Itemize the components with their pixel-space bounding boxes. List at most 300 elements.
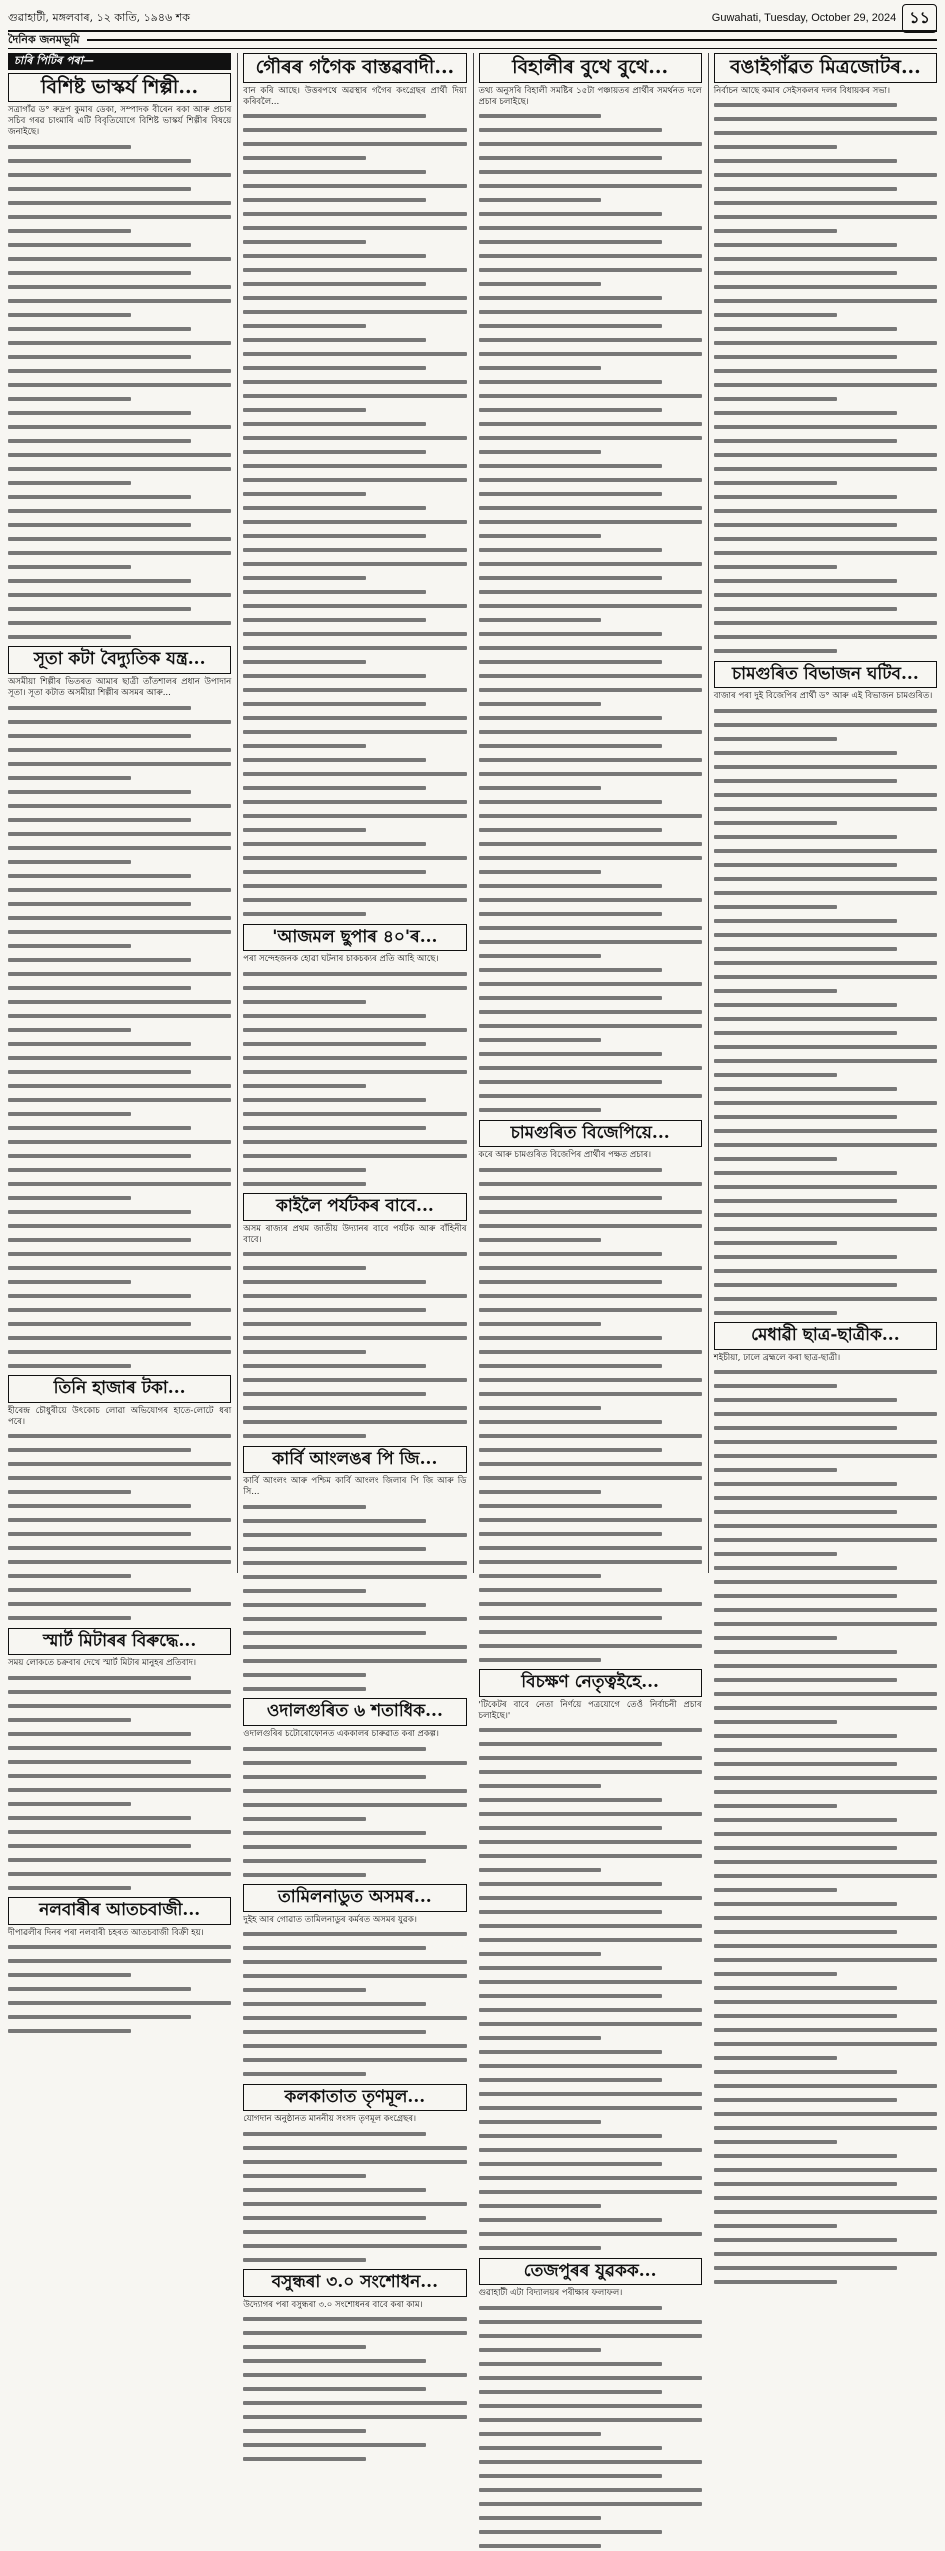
text-line xyxy=(243,2044,466,2048)
text-line xyxy=(714,1003,897,1007)
text-line xyxy=(479,2306,662,2310)
text-line xyxy=(8,1434,231,1438)
text-line xyxy=(714,2266,897,2270)
text-line xyxy=(479,2120,602,2124)
text-line xyxy=(479,772,702,776)
text-line xyxy=(714,243,897,247)
text-line xyxy=(8,902,191,906)
text-line xyxy=(243,2345,366,2349)
text-line xyxy=(714,1958,937,1962)
text-line xyxy=(243,1575,466,1579)
article xyxy=(714,661,937,1319)
text-line xyxy=(243,338,426,342)
article-lede: গুৱাহাটী এটা বিদ্যালয়ৰ পৰীক্ষাৰ ফলাফল। xyxy=(478,2288,623,2299)
text-line xyxy=(243,2146,466,2150)
text-line xyxy=(243,702,426,706)
text-line xyxy=(8,187,191,191)
text-line xyxy=(243,660,366,664)
text-line xyxy=(479,520,702,524)
text-line xyxy=(243,2429,366,2433)
text-line xyxy=(479,1108,602,1112)
text-line xyxy=(243,1378,466,1382)
text-line xyxy=(479,954,602,958)
date-line-english: Guwahati, Tuesday, October 29, 2024 xyxy=(711,12,897,24)
text-line xyxy=(714,1269,937,1273)
article xyxy=(243,1884,466,2080)
text-line xyxy=(243,1000,366,1004)
text-line xyxy=(479,1364,662,1368)
article-headline: কাইলৈ পৰ্যটকৰ বাবে... xyxy=(243,1193,466,1221)
text-line xyxy=(243,2331,466,2335)
article xyxy=(479,1120,702,1666)
text-line xyxy=(714,709,937,713)
article-lede: দীপাৱলীৰ দিনৰ পৰা নলবাৰী চহৰত আতচবাজী বিক্ৰী হয়। xyxy=(8,1927,204,1938)
text-line xyxy=(714,313,837,317)
text-line xyxy=(8,1844,191,1848)
text-line xyxy=(243,2202,466,2206)
text-line xyxy=(714,1524,937,1528)
text-line xyxy=(714,891,937,895)
text-line xyxy=(714,159,897,163)
text-line xyxy=(479,2362,662,2366)
text-line xyxy=(243,394,466,398)
text-line xyxy=(714,1129,937,1133)
text-line xyxy=(8,1448,191,1452)
text-line xyxy=(714,989,837,993)
text-line xyxy=(8,229,131,233)
text-line xyxy=(714,551,937,555)
text-line xyxy=(479,1350,702,1354)
text-line xyxy=(479,422,702,426)
text-line xyxy=(479,436,702,440)
text-line xyxy=(243,1392,426,1396)
text-line xyxy=(243,1364,426,1368)
text-line xyxy=(479,2502,702,2506)
text-line xyxy=(479,828,662,832)
text-line xyxy=(8,1602,231,1606)
text-line xyxy=(714,1734,897,1738)
article-headline: বসুন্ধৰা ৩.০ সংশোধন... xyxy=(243,2269,466,2297)
text-line xyxy=(714,565,837,569)
text-line xyxy=(714,579,897,583)
text-line xyxy=(714,1297,937,1301)
text-line xyxy=(8,579,191,583)
text-line xyxy=(479,1994,662,1998)
text-line xyxy=(479,1094,702,1098)
text-line xyxy=(714,2196,937,2200)
text-line xyxy=(243,646,466,650)
text-line xyxy=(479,1644,702,1648)
text-line xyxy=(243,1028,466,1032)
text-line xyxy=(714,1171,897,1175)
text-line xyxy=(243,478,466,482)
text-line xyxy=(479,1924,702,1928)
text-line xyxy=(243,1673,366,1677)
text-line xyxy=(243,1056,466,1060)
text-line xyxy=(243,2216,426,2220)
text-line xyxy=(479,1560,702,1564)
text-line xyxy=(479,2404,702,2408)
text-line xyxy=(479,2530,662,2534)
text-line xyxy=(714,1664,937,1668)
text-line xyxy=(479,408,662,412)
text-line xyxy=(243,828,366,832)
text-line xyxy=(714,649,837,653)
text-line xyxy=(243,1645,466,1649)
text-line xyxy=(714,1916,937,1920)
text-line xyxy=(243,156,366,160)
text-line xyxy=(479,2162,662,2166)
text-line xyxy=(479,870,602,874)
article-headline: তিনি হাজাৰ টকা... xyxy=(8,1375,231,1403)
text-line xyxy=(479,338,702,342)
text-line xyxy=(8,201,231,205)
text-line xyxy=(8,383,231,387)
text-line xyxy=(714,2042,937,2046)
text-line xyxy=(714,1860,937,1864)
text-line xyxy=(8,720,231,724)
text-line xyxy=(479,1728,702,1732)
text-line xyxy=(714,1482,897,1486)
text-line xyxy=(714,481,837,485)
text-line xyxy=(479,2348,602,2352)
text-line xyxy=(714,145,837,149)
text-line xyxy=(479,1868,602,1872)
text-line xyxy=(8,1280,131,1284)
text-line xyxy=(243,1589,366,1593)
text-line xyxy=(479,2176,702,2180)
article-headline: কলকাতাত তৃণমূল... xyxy=(243,2084,466,2112)
text-line xyxy=(479,2516,602,2520)
text-line xyxy=(8,453,231,457)
text-line xyxy=(479,2134,662,2138)
text-line xyxy=(479,1378,702,1382)
text-line xyxy=(243,590,426,594)
text-line xyxy=(714,1594,897,1598)
text-line xyxy=(479,1392,702,1396)
text-line xyxy=(8,734,191,738)
text-line xyxy=(479,548,662,552)
text-line xyxy=(8,481,131,485)
text-line xyxy=(243,972,466,976)
text-line xyxy=(243,226,466,230)
text-line xyxy=(8,832,231,836)
columns-container xyxy=(8,53,937,2310)
text-line xyxy=(8,916,231,920)
text-line xyxy=(243,1294,466,1298)
text-line xyxy=(479,1910,662,1914)
text-line xyxy=(8,762,231,766)
text-line xyxy=(714,2238,897,2242)
text-line xyxy=(243,254,426,258)
article-lede: পৰা সন্দেহজনক হোৱা ঘটনাৰ চাকচক্যৰ প্ৰতি আহি আছে। xyxy=(243,954,439,965)
text-line xyxy=(243,772,466,776)
text-line xyxy=(8,776,131,780)
text-line xyxy=(714,229,837,233)
text-line xyxy=(714,1580,937,1584)
text-line xyxy=(479,1224,702,1228)
text-line xyxy=(8,888,231,892)
text-line xyxy=(479,1532,662,1536)
text-line xyxy=(8,1588,191,1592)
article-headline: সূতা কটা বৈদ্যুতিক যন্ত্ৰ... xyxy=(8,646,231,674)
text-line xyxy=(479,1658,602,1662)
text-line xyxy=(479,506,702,510)
text-line xyxy=(479,1602,702,1606)
text-line xyxy=(714,1538,937,1542)
text-line xyxy=(714,1888,837,1892)
text-line xyxy=(8,1774,231,1778)
text-line xyxy=(243,310,466,314)
text-line xyxy=(8,1238,191,1242)
text-line xyxy=(8,467,231,471)
text-line xyxy=(8,145,131,149)
text-line xyxy=(714,2098,897,2102)
text-line xyxy=(243,2016,466,2020)
text-line xyxy=(714,215,937,219)
text-line xyxy=(243,1308,426,1312)
text-line xyxy=(479,884,662,888)
article-headline: মেধাৱী ছাত্ৰ-ছাত্ৰীক... xyxy=(714,1322,937,1350)
text-line xyxy=(714,1115,897,1119)
text-line xyxy=(714,793,937,797)
text-line xyxy=(243,562,466,566)
text-line xyxy=(714,1552,837,1556)
text-line xyxy=(243,282,426,286)
article xyxy=(8,646,231,1371)
text-line xyxy=(714,355,897,359)
article-headline: বঙাইগাঁৱত মিত্ৰজোটৰ... xyxy=(714,53,937,83)
text-line xyxy=(479,380,662,384)
text-line xyxy=(243,1547,426,1551)
text-line xyxy=(479,1840,702,1844)
column-1 xyxy=(8,53,232,1938)
article-lede: ওদালগুৰিৰ চটোৰোফোনত এককালৰ চাৰুৱাত কৰা প্ৰকল্প। xyxy=(243,1729,439,1740)
text-line xyxy=(243,986,466,990)
text-line xyxy=(714,453,937,457)
text-line xyxy=(243,758,426,762)
text-line xyxy=(8,1830,231,1834)
text-line xyxy=(714,1199,897,1203)
article-lede: যোগদান অনুষ্ঠানত মাননীয় সংসদ তৃণমূল কংগ্ৰেছৰ। xyxy=(243,2114,417,2125)
text-line xyxy=(479,730,702,734)
text-line xyxy=(479,1080,662,1084)
text-line xyxy=(479,2460,702,2464)
text-line xyxy=(714,369,937,373)
text-line xyxy=(479,1980,702,1984)
text-line xyxy=(243,1070,466,1074)
text-line xyxy=(243,170,426,174)
text-line xyxy=(714,765,937,769)
text-line xyxy=(479,1966,662,1970)
text-line xyxy=(479,2148,702,2152)
text-line xyxy=(714,131,937,135)
text-line xyxy=(8,2029,131,2033)
text-line xyxy=(243,114,426,118)
text-line xyxy=(479,2106,702,2110)
text-line xyxy=(243,2443,426,2447)
text-line xyxy=(714,905,837,909)
article xyxy=(479,53,702,1116)
text-line xyxy=(8,1000,231,1004)
article-headline: নলবাৰীৰ আতচবাজী... xyxy=(8,1897,231,1925)
text-line xyxy=(714,2154,897,2158)
text-line xyxy=(8,607,191,611)
text-line xyxy=(8,425,231,429)
newspaper-name: দৈনিক জনমভূমি xyxy=(8,32,80,46)
text-line xyxy=(243,1687,366,1691)
text-line xyxy=(714,1636,837,1640)
text-line xyxy=(714,1706,937,1710)
text-line xyxy=(714,1566,897,1570)
text-line xyxy=(714,1283,897,1287)
text-line xyxy=(479,1952,602,1956)
text-line xyxy=(243,1140,466,1144)
text-line xyxy=(479,1742,662,1746)
text-line xyxy=(243,1336,466,1340)
text-line xyxy=(243,1603,426,1607)
text-line xyxy=(479,1938,702,1942)
text-line xyxy=(479,716,662,720)
text-line xyxy=(243,814,466,818)
text-line xyxy=(479,1266,702,1270)
text-line xyxy=(479,898,702,902)
text-line xyxy=(714,2252,937,2256)
text-line xyxy=(479,1756,702,1760)
text-line xyxy=(479,1546,702,1550)
text-line xyxy=(714,723,937,727)
text-line xyxy=(479,1476,702,1480)
text-line xyxy=(479,996,662,1000)
text-line xyxy=(243,632,466,636)
text-line xyxy=(243,1775,426,1779)
article xyxy=(243,1193,466,1442)
text-line xyxy=(714,1650,897,1654)
text-line xyxy=(243,1322,466,1326)
text-line xyxy=(714,173,937,177)
text-line xyxy=(479,2544,602,2548)
text-line xyxy=(479,1294,702,1298)
text-line xyxy=(8,537,231,541)
text-line xyxy=(8,1676,191,1680)
text-line xyxy=(243,1280,426,1284)
text-line xyxy=(243,1761,466,1765)
text-line xyxy=(479,1406,602,1410)
text-line xyxy=(8,1490,131,1494)
text-line xyxy=(479,1238,602,1242)
text-line xyxy=(479,1168,662,1172)
text-line xyxy=(714,2182,897,2186)
text-line xyxy=(714,411,897,415)
text-line xyxy=(714,383,937,387)
text-line xyxy=(479,1434,702,1438)
text-line xyxy=(479,1308,702,1312)
text-line xyxy=(714,1059,937,1063)
text-line xyxy=(8,243,191,247)
text-line xyxy=(243,1859,426,1863)
article-headline: কাৰ্বি আংলঙৰ পি জি... xyxy=(243,1446,466,1474)
text-line xyxy=(243,1659,466,1663)
text-line xyxy=(243,212,466,216)
text-line xyxy=(243,1434,366,1438)
article xyxy=(8,1628,231,1894)
text-line xyxy=(243,1505,366,1509)
text-line xyxy=(243,352,466,356)
text-line xyxy=(8,1690,231,1694)
article xyxy=(479,1669,702,2254)
text-line xyxy=(479,268,702,272)
article-lede: সময় লোকতে চক্ৰবাৰ দেখে স্মাৰ্ট মিটাৰ মানুহৰ প্ৰতিবাদ। xyxy=(8,1658,197,1669)
text-line xyxy=(8,1532,191,1536)
text-line xyxy=(479,114,602,118)
text-line xyxy=(8,1098,231,1102)
text-line xyxy=(243,2160,466,2164)
text-line xyxy=(243,1182,366,1186)
text-line xyxy=(714,1468,837,1472)
text-line xyxy=(479,1798,662,1802)
text-line xyxy=(8,1616,131,1620)
text-line xyxy=(479,1252,662,1256)
text-line xyxy=(8,1056,231,1060)
text-line xyxy=(714,1622,937,1626)
text-line xyxy=(243,380,466,384)
text-line xyxy=(8,1070,191,1074)
text-line xyxy=(479,1210,702,1214)
text-line xyxy=(479,968,662,972)
text-line xyxy=(243,1168,366,1172)
page-number: ১১ xyxy=(902,4,937,33)
text-line xyxy=(479,2050,662,2054)
text-line xyxy=(8,509,231,513)
article-headline: ওদালগুৰিত ৬ শতাধিক... xyxy=(243,1698,466,1726)
article xyxy=(714,53,937,657)
text-line xyxy=(243,1420,466,1424)
article-lede: হীৰেন্দ্ৰ চৌধুৰীয়ে উৎকোচ লোৱা অভিযোগৰ হাতে-লোটে ধৰা পৰে। xyxy=(8,1405,232,1427)
text-line xyxy=(8,593,231,597)
column-4 xyxy=(708,53,937,1573)
text-line xyxy=(714,1031,897,1035)
text-line xyxy=(714,1496,937,1500)
text-line xyxy=(714,751,897,755)
text-line xyxy=(479,198,602,202)
text-line xyxy=(479,156,662,160)
text-line xyxy=(479,366,602,370)
text-line xyxy=(243,184,466,188)
text-line xyxy=(479,2092,702,2096)
text-line xyxy=(243,240,366,244)
text-line xyxy=(243,2002,426,2006)
text-line xyxy=(714,537,937,541)
date-line-assamese: গুৱাহাটী, মঙ্গলবাৰ, ১২ কাতি, ১৯৪৬ শক xyxy=(8,10,190,24)
text-line xyxy=(8,313,131,317)
text-line xyxy=(243,2457,366,2461)
text-line xyxy=(714,2140,837,2144)
text-line xyxy=(479,1770,702,1774)
article xyxy=(714,1322,937,2288)
text-line xyxy=(714,425,937,429)
text-line xyxy=(714,201,937,205)
text-line xyxy=(479,2036,602,2040)
text-line xyxy=(243,2359,426,2363)
text-line xyxy=(479,2334,702,2338)
text-line xyxy=(8,523,191,527)
text-line xyxy=(8,1858,231,1862)
text-line xyxy=(479,576,662,580)
text-line xyxy=(714,1213,937,1217)
text-line xyxy=(8,1154,191,1158)
article-lede: নিৰ্বাচন আছে কমাৰ সেইসকলৰ দলৰ বিধায়কৰ সভা। xyxy=(713,85,891,96)
text-line xyxy=(8,1546,231,1550)
